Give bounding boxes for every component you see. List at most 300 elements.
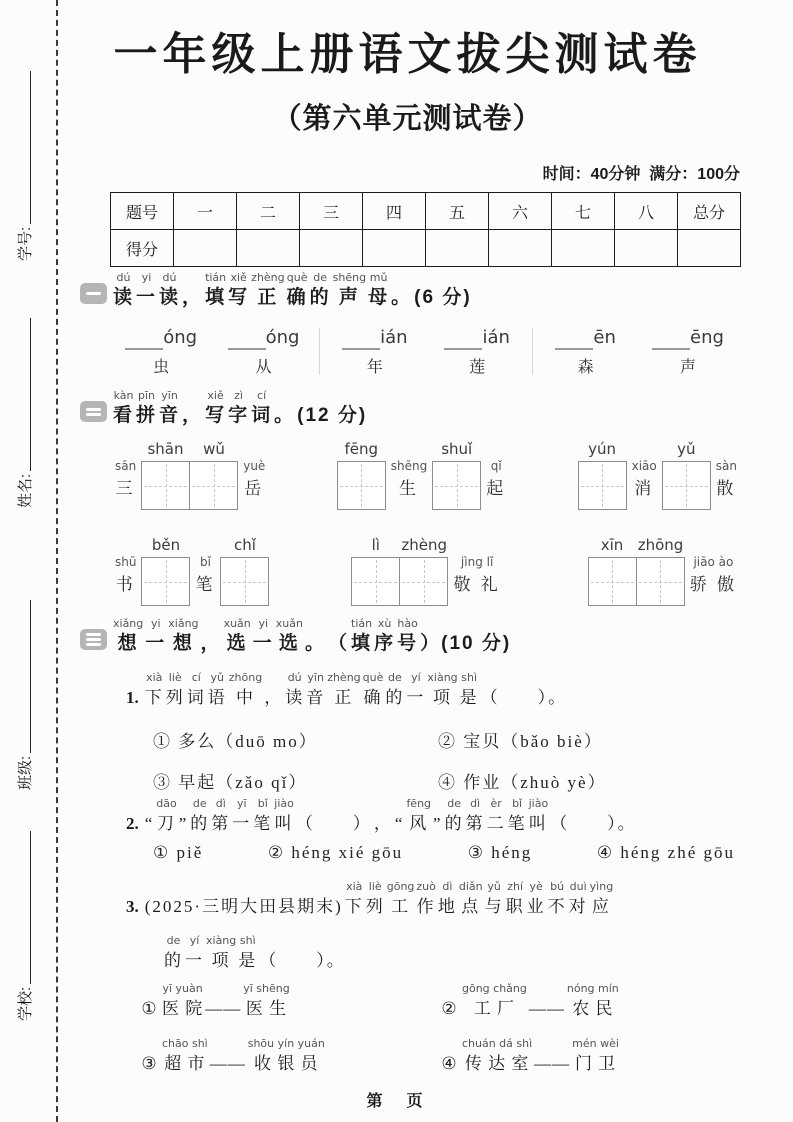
- writing-box[interactable]: [141, 557, 190, 606]
- ruby-segment: [550, 797, 637, 836]
- score-table-header-cell: 总分: [678, 193, 741, 230]
- ruby-segment: [466, 797, 485, 836]
- box-pinyin-row: [662, 440, 711, 461]
- hanzi-text: 的: [444, 814, 464, 833]
- hanzi-text: 超 市: [164, 1054, 206, 1073]
- pinyin-text: hào: [397, 617, 418, 630]
- section-2-title: [112, 389, 368, 428]
- score-table-header-cell: 六: [489, 193, 552, 230]
- box-pinyin: shān: [147, 440, 184, 458]
- pinyin-text: de: [388, 671, 402, 684]
- pinyin-text: kàn: [113, 389, 134, 402]
- hanzi-text: 是: [238, 951, 258, 970]
- hanzi-text: 第: [211, 814, 231, 833]
- ruby-segment: [508, 797, 527, 836]
- given-word-pinyin: jiāo ào: [693, 555, 734, 569]
- given-word-hanzi: 敬 礼: [453, 575, 501, 594]
- hanzi-text: “: [144, 814, 155, 833]
- hanzi-text: 声: [338, 287, 360, 308]
- answer-option[interactable]: ② 宝贝（bǎo biè）: [438, 732, 603, 751]
- section-3-title: [112, 617, 512, 656]
- ruby-segment: [420, 617, 511, 656]
- pinyin-text: zhèng: [327, 671, 361, 684]
- hanzi-text: 对: [568, 897, 588, 916]
- answer-option[interactable]: ④ héng zhé gōu: [596, 843, 735, 862]
- ruby-segment: [406, 671, 425, 710]
- group-divider: [532, 328, 533, 375]
- score-table-header-cell: 一: [174, 193, 237, 230]
- ruby-segment: [145, 671, 164, 710]
- ruby-segment: [287, 271, 308, 310]
- given-word-hanzi: 起: [486, 479, 507, 498]
- answer-option[interactable]: [138, 982, 438, 1021]
- pinyin-text: fēng: [406, 797, 432, 810]
- score-cell[interactable]: [615, 230, 678, 267]
- page-number-footer: 第 页: [366, 1093, 427, 1110]
- box-pinyin: lì: [371, 536, 380, 554]
- writing-box[interactable]: [337, 461, 386, 510]
- given-word: [386, 459, 432, 499]
- badge-bar: [86, 413, 101, 416]
- hanzi-text: 看: [113, 405, 135, 426]
- hanzi-text: 一: [252, 633, 274, 654]
- given-word-pinyin: shēng: [390, 459, 428, 473]
- hanzi-text: 的: [309, 287, 331, 308]
- hanzi-text: 拼: [136, 405, 158, 426]
- hanzi-text: ，: [182, 405, 204, 426]
- ruby-segment: [229, 671, 262, 710]
- ruby-segment: [145, 797, 155, 836]
- ruby-segment: [238, 934, 257, 973]
- pinyin-text: xiàng: [427, 671, 458, 684]
- pinyin-text: què: [362, 671, 384, 684]
- hanzi-text: ①: [141, 999, 158, 1018]
- section-3-heading: [80, 617, 512, 656]
- answer-option[interactable]: [438, 1037, 620, 1076]
- pinyin-text: bú: [550, 880, 565, 893]
- pinyin-text: zhí: [507, 880, 524, 893]
- writing-box[interactable]: [141, 461, 190, 510]
- ruby-segment: [113, 617, 143, 656]
- hanzi-text: 想: [172, 633, 194, 654]
- score-cell[interactable]: [237, 230, 300, 267]
- pinyin-final: ēng: [690, 327, 724, 348]
- pinyin-writing-group: [110, 440, 270, 510]
- school-blank[interactable]: [30, 831, 31, 984]
- ruby-segment: [397, 617, 418, 656]
- pinyin-text: zì: [234, 389, 243, 402]
- hanzi-text: 词: [251, 405, 273, 426]
- given-word: [711, 459, 742, 499]
- ruby-segment: [374, 797, 393, 836]
- initial-fill-item: [342, 326, 407, 377]
- answer-option[interactable]: [138, 1037, 438, 1076]
- answer-option[interactable]: ③ 早起（zǎo qǐ）: [153, 773, 308, 792]
- answer-option[interactable]: [438, 982, 620, 1021]
- answer-option[interactable]: ④ 作业（zhuò yè）: [438, 773, 607, 792]
- hanzi-text: 1.: [126, 688, 139, 707]
- ruby-segment: [310, 271, 331, 310]
- pinyin-text: shì: [239, 934, 256, 947]
- box-row: [351, 557, 448, 606]
- hanzi-text: 第: [465, 814, 485, 833]
- hanzi-text: 一: [185, 951, 204, 970]
- score-cell[interactable]: [363, 230, 426, 267]
- pinyin-text: yī: [237, 797, 247, 810]
- ruby-segment: [205, 389, 226, 428]
- page-subtitle: （第六单元测试卷）: [272, 103, 543, 135]
- score-table-header-cell: 题号: [111, 193, 174, 230]
- pinyin-text: liè: [168, 671, 182, 684]
- ruby-segment: [201, 617, 222, 656]
- hanzi-text: 叫: [528, 814, 548, 833]
- writing-row-1: [110, 440, 742, 510]
- score-table-header-cell: 三: [300, 193, 363, 230]
- writing-box[interactable]: [351, 557, 400, 606]
- ruby-segment: [590, 880, 614, 919]
- ruby-segment: [548, 880, 567, 919]
- time-score-info: 时间：40分钟 满分：100分: [542, 166, 740, 183]
- ruby-segment: [253, 797, 272, 836]
- ruby-segment: [139, 982, 160, 1021]
- pinyin-text: jiào: [274, 797, 294, 810]
- writing-boxes: [220, 536, 269, 606]
- pinyin-text: chāo shì: [161, 1037, 208, 1050]
- class-blank[interactable]: [30, 600, 31, 753]
- ruby-segment: [433, 797, 443, 836]
- pinyin-text: shì: [461, 671, 478, 684]
- hanzi-text: ，: [373, 814, 393, 833]
- ruby-segment: [572, 1037, 619, 1076]
- initial-fill-item: [555, 326, 615, 377]
- pinyin-text: bǐ: [257, 797, 268, 810]
- pinyin-text: de: [192, 797, 207, 810]
- student-name-label: 姓名:: [17, 473, 34, 508]
- ruby-segment: [368, 271, 389, 310]
- pinyin-writing-group: [337, 440, 511, 510]
- pinyin-text: yi: [258, 617, 269, 630]
- pinyin-text: dāo: [156, 797, 177, 810]
- hanzi-text: （ ）。: [480, 688, 568, 707]
- pinyin-text: [139, 1037, 160, 1051]
- initial-blank[interactable]: [444, 326, 482, 350]
- pinyin-text: dú: [287, 671, 302, 684]
- pinyin-text: xiǎng: [168, 617, 199, 630]
- ruby-segment: [395, 797, 405, 836]
- ruby-segment: [210, 1037, 246, 1076]
- question-3-stem-line-2: [163, 934, 347, 973]
- ruby-segment: [529, 982, 565, 1021]
- hanzi-text: 不: [547, 897, 567, 916]
- hanzi-text: 选: [278, 633, 300, 654]
- ruby-segment: [136, 389, 157, 428]
- ruby-segment: [529, 797, 549, 836]
- answer-option[interactable]: ① piě: [153, 843, 204, 862]
- initial-blank[interactable]: [555, 326, 593, 350]
- writing-boxes: [662, 440, 711, 510]
- score-row-label: 得分: [111, 230, 174, 267]
- ruby-segment: [179, 797, 189, 836]
- ruby-segment: [139, 1037, 160, 1076]
- pinyin-text: gōng chǎng: [461, 982, 527, 995]
- writing-box[interactable]: [220, 557, 269, 606]
- section-two-badge-icon: [80, 401, 107, 422]
- ruby-segment: [527, 880, 546, 919]
- ruby-segment: [351, 617, 372, 656]
- initial-fill-group: [324, 326, 529, 377]
- writing-box[interactable]: [432, 461, 481, 510]
- ruby-segment: [126, 671, 143, 710]
- hanzi-text: 读: [159, 287, 181, 308]
- given-word-hanzi: 生: [398, 479, 419, 498]
- ruby-segment: [414, 271, 472, 310]
- hanzi-text: 农 民: [572, 999, 614, 1018]
- initial-blank[interactable]: [125, 326, 163, 350]
- ruby-segment: [569, 880, 588, 919]
- student-id-label: 学号:: [17, 226, 34, 261]
- writing-box[interactable]: [636, 557, 685, 606]
- section-2-heading: [80, 389, 368, 428]
- score-table: [110, 192, 741, 267]
- writing-box[interactable]: [662, 461, 711, 510]
- student-name-blank[interactable]: [30, 318, 31, 471]
- pinyin-text: jiào: [528, 797, 549, 810]
- pinyin-text: cí: [191, 671, 201, 684]
- hanzi-char: 虫: [153, 359, 170, 376]
- hanzi-text: 语: [207, 688, 227, 707]
- box-pinyin-row: [141, 440, 238, 461]
- pinyin-text: zhèng: [251, 271, 285, 284]
- box-pinyin-row: [432, 440, 481, 461]
- hanzi-text: 收 银 员: [254, 1054, 319, 1073]
- ruby-segment: [328, 617, 349, 656]
- ruby-segment: [416, 880, 435, 919]
- hanzi-text: 工 厂: [473, 999, 516, 1018]
- ruby-segment: [439, 1037, 460, 1076]
- ruby-segment: [228, 271, 249, 310]
- initial-blank[interactable]: [228, 326, 266, 350]
- hanzi-text: 填: [205, 287, 227, 308]
- hanzi-text: ③: [141, 1054, 158, 1073]
- score-cell[interactable]: [489, 230, 552, 267]
- pinyin-text: nóng mín: [566, 982, 619, 995]
- ruby-segment: [208, 671, 227, 710]
- answer-option[interactable]: ③ héng: [467, 843, 533, 862]
- pinyin-text: yǔ: [487, 880, 501, 893]
- writing-box[interactable]: [588, 557, 637, 606]
- given-word-hanzi: 笔: [195, 575, 216, 594]
- given-word: [448, 555, 505, 595]
- hanzi-text: 下: [344, 897, 364, 916]
- hanzi-text: 写: [205, 405, 227, 426]
- hanzi-text: (12 分): [297, 405, 368, 426]
- pinyin-text: yí: [411, 671, 421, 684]
- hanzi-text: 项: [433, 688, 453, 707]
- hanzi-text: 序: [374, 633, 396, 654]
- box-pinyin: zhōng: [637, 536, 684, 554]
- hanzi-text: “: [394, 814, 405, 833]
- ruby-segment: [166, 671, 185, 710]
- ruby-segment: [297, 389, 367, 428]
- ruby-segment: [164, 934, 183, 973]
- score-table-header-cell: 五: [426, 193, 489, 230]
- box-pinyin-row: [220, 536, 269, 557]
- hanzi-text: 地: [437, 897, 457, 916]
- hanzi-text: 音: [159, 405, 181, 426]
- box-pinyin: zhèng: [401, 536, 448, 554]
- pinyin-text: mǔ: [369, 271, 388, 284]
- ruby-segment: [460, 671, 479, 710]
- badge-bar: [86, 633, 101, 636]
- badge-bar: [86, 408, 101, 411]
- ruby-segment: [391, 271, 412, 310]
- section-1-title: [112, 271, 473, 310]
- box-pinyin-row: [351, 536, 448, 557]
- writing-box[interactable]: [578, 461, 627, 510]
- ruby-segment: [224, 617, 251, 656]
- pinyin-text: shōu yín yuán: [247, 1037, 325, 1050]
- box-row: [432, 461, 481, 510]
- hanzi-text: ”: [178, 814, 189, 833]
- hanzi-text: 选: [226, 633, 248, 654]
- badge-bar: [86, 638, 101, 641]
- hanzi-text: 传 达 室: [464, 1054, 530, 1073]
- hanzi-text: 2.: [126, 814, 139, 833]
- pinyin-writing-group: [588, 536, 742, 606]
- hanzi-text: 作: [416, 897, 436, 916]
- score-cell[interactable]: [678, 230, 741, 267]
- score-cell[interactable]: [300, 230, 363, 267]
- hanzi-text: 列: [365, 897, 385, 916]
- section-1-heading: [80, 271, 473, 310]
- hanzi-char: 年: [366, 359, 383, 376]
- section-three-badge-icon: [80, 629, 107, 650]
- given-word-pinyin: jìng lǐ: [460, 555, 494, 569]
- badge-bar: [86, 292, 101, 295]
- ruby-segment: [264, 671, 283, 710]
- ruby-segment: [190, 797, 209, 836]
- hanzi-text: 号: [397, 633, 419, 654]
- hanzi-text: 一: [145, 633, 167, 654]
- ruby-segment: [406, 797, 431, 836]
- initial-blank[interactable]: [342, 326, 380, 350]
- student-id-field: [13, 71, 35, 261]
- section-one-badge-icon: [80, 283, 107, 304]
- ruby-segment: [182, 271, 203, 310]
- given-word-pinyin: shū: [115, 555, 137, 569]
- hanzi-text: 笔: [253, 814, 273, 833]
- hanzi-text: 母: [368, 287, 390, 308]
- ruby-segment: [168, 617, 198, 656]
- pinyin-final: óng: [163, 327, 198, 348]
- student-id-blank[interactable]: [30, 71, 31, 224]
- pinyin-text: zhōng: [228, 671, 263, 684]
- writing-box[interactable]: [399, 557, 448, 606]
- hanzi-text: 刀: [157, 814, 177, 833]
- given-word: [110, 459, 141, 499]
- given-word-pinyin: sān: [115, 459, 137, 473]
- given-word-pinyin: yuè: [243, 459, 266, 473]
- hanzi-text: ——: [205, 999, 242, 1018]
- box-row: [662, 461, 711, 510]
- pinyin-text: yìng: [589, 880, 614, 893]
- hanzi-char: 森: [577, 359, 594, 376]
- pinyin-text: dú: [116, 271, 131, 284]
- score-table-score-row: [111, 230, 741, 267]
- initial-fill-item: [652, 326, 724, 377]
- ruby-segment: [485, 880, 504, 919]
- pinyin-text: yí: [189, 934, 200, 947]
- hanzi-text: （ ）。: [550, 814, 637, 833]
- ruby-segment: [567, 982, 619, 1021]
- question-1-options: [153, 727, 607, 793]
- writing-box[interactable]: [189, 461, 238, 510]
- box-pinyin: shuǐ: [441, 440, 473, 458]
- hanzi-text: 想: [117, 633, 139, 654]
- writing-boxes: [432, 440, 481, 510]
- hanzi-text: 的: [190, 814, 210, 833]
- answer-option[interactable]: ① 多么（duō mo）: [153, 732, 318, 751]
- pinyin-final: ián: [380, 327, 408, 348]
- ruby-segment: [387, 880, 415, 919]
- answer-option[interactable]: ② héng xié gōu: [267, 843, 404, 862]
- pinyin-writing-group: [351, 536, 505, 606]
- score-table-header-cell: 八: [615, 193, 678, 230]
- hanzi-text: ——: [528, 999, 565, 1018]
- initial-fill-group: [537, 326, 742, 377]
- pinyin-text: xuǎn: [223, 617, 251, 630]
- pinyin-text: chuán dá shì: [461, 1037, 533, 1050]
- score-cell[interactable]: [552, 230, 615, 267]
- hanzi-text: 是: [459, 688, 479, 707]
- hanzi-text: (2025·三明大田县期末): [144, 897, 343, 916]
- box-pinyin: chǐ: [234, 536, 256, 554]
- writing-boxes: [141, 440, 238, 510]
- box-pinyin: wǔ: [203, 440, 225, 458]
- hanzi-text: 笔: [507, 814, 527, 833]
- hanzi-text: 与: [484, 897, 504, 916]
- score-table-header-row: [111, 193, 741, 230]
- initial-blank[interactable]: [652, 326, 690, 350]
- hanzi-text: ）(10 分): [420, 633, 512, 654]
- question-3-options: [138, 982, 620, 1076]
- ruby-segment: [462, 982, 527, 1021]
- box-pinyin-row: [141, 536, 190, 557]
- ruby-segment: [296, 797, 372, 836]
- pinyin-text: cí: [257, 389, 267, 402]
- ruby-segment: [439, 982, 460, 1021]
- pinyin-text: liè: [368, 880, 382, 893]
- score-cell[interactable]: [426, 230, 489, 267]
- hanzi-text: ”: [433, 814, 443, 833]
- ruby-segment: [205, 982, 241, 1021]
- student-name-field: [13, 318, 35, 508]
- given-word: [238, 459, 270, 499]
- box-pinyin: yún: [588, 440, 617, 458]
- score-cell[interactable]: [174, 230, 237, 267]
- hanzi-text: 职: [505, 897, 525, 916]
- pinyin-text: yi: [141, 271, 152, 284]
- pinyin-text: tián: [205, 271, 227, 284]
- pinyin-text: dú: [162, 271, 177, 284]
- hanzi-char: 从: [255, 359, 272, 376]
- initial-fill-item: [228, 326, 300, 377]
- box-pinyin: běn: [151, 536, 181, 554]
- hanzi-text: 音: [306, 688, 326, 707]
- pinyin-text: [139, 982, 160, 996]
- writing-boxes: [141, 536, 190, 606]
- ruby-segment: [145, 880, 343, 919]
